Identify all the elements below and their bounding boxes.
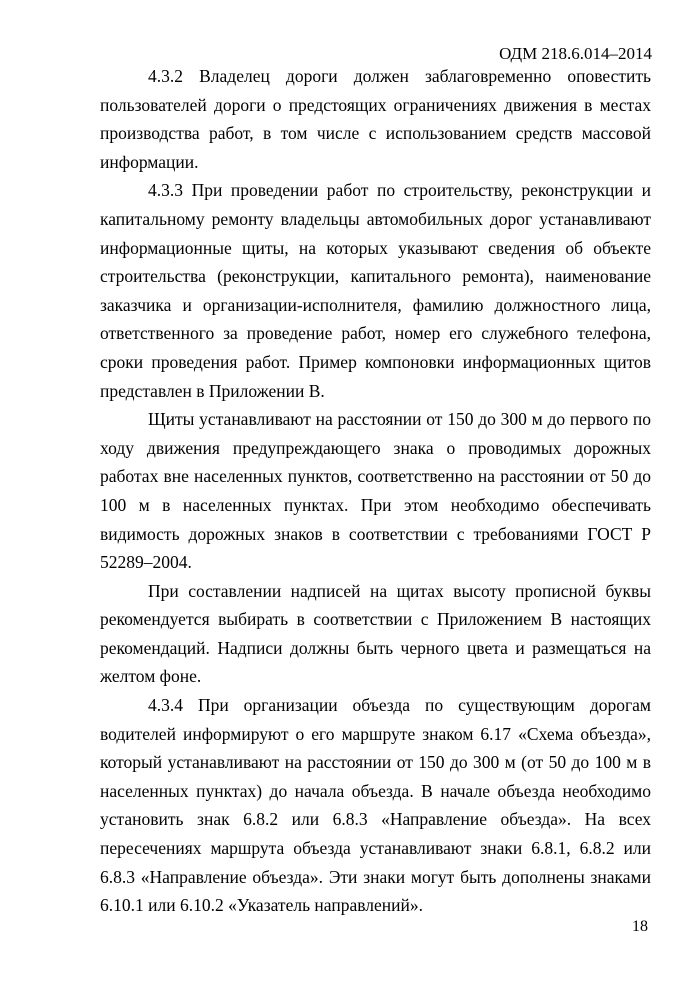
document-body [100, 62, 651, 920]
paragraph-shield-placement: Щиты устанавливают на расстоянии от 150 до 300 м до первого по ходу движения предупреждающего знака о проводимых дорожных работах вне населенных пунктов, соответственно на расстоянии от 50 до 100 м в населенных пунктах. При этом необходимо обеспечивать видимость дорожных знаков в соответствии с требованиями ГОСТ Р 52289–2004. [100, 409, 651, 573]
paragraph-inscription-requirements: При составлении надписей на щитах высоту прописной буквы рекомендуется выбирать в соответствии с Приложением В настоящих рекомендаций. Надписи должны быть черного цвета и размещаться на желтом фоне. [100, 580, 651, 687]
paragraph-4-3-2: 4.3.2 Владелец дороги должен заблаговременно оповестить пользователей дороги о предстоящих ограничениях движения в местах производства работ, в том числе с использованием средств массовой информации. [100, 66, 651, 172]
paragraph-4-3-4: 4.3.4 При организации объезда по существующим дорогам водителей информируют о его маршруте знаком 6.17 «Схема объезда», который устанавливают на расстоянии от 150 до 300 м (от 50 до 100 м в населенных пунктах) до начала объезда. В начале объезда необходимо установить знак 6.8.2 или 6.8.3 «Направление объезда». На всех пересечениях маршрута объезда устанавливают знаки 6.8.1, 6.8.2 или 6.8.3 «Направление объезда». Эти знаки могут быть дополнены знаками 6.10.1 или 6.10.2 «Указатель направлений». [100, 695, 651, 916]
page-number: 18 [632, 918, 648, 935]
document-code-header: ОДМ 218.6.014–2014 [499, 44, 652, 63]
paragraph-4-3-3: 4.3.3 При проведении работ по строительству, реконструкции и капитальному ремонту владельцы автомобильных дорог устанавливают информационные щиты, на которых указывают сведения об объекте строительства (реконструкции, капитального ремонта), наименование заказчика и организации-исполнителя, фамилию должностного лица, ответственного за проведение работ, номер его служебного телефона, сроки проведения работ. Пример компоновки информационных щитов представлен в Приложении В. [100, 180, 651, 401]
